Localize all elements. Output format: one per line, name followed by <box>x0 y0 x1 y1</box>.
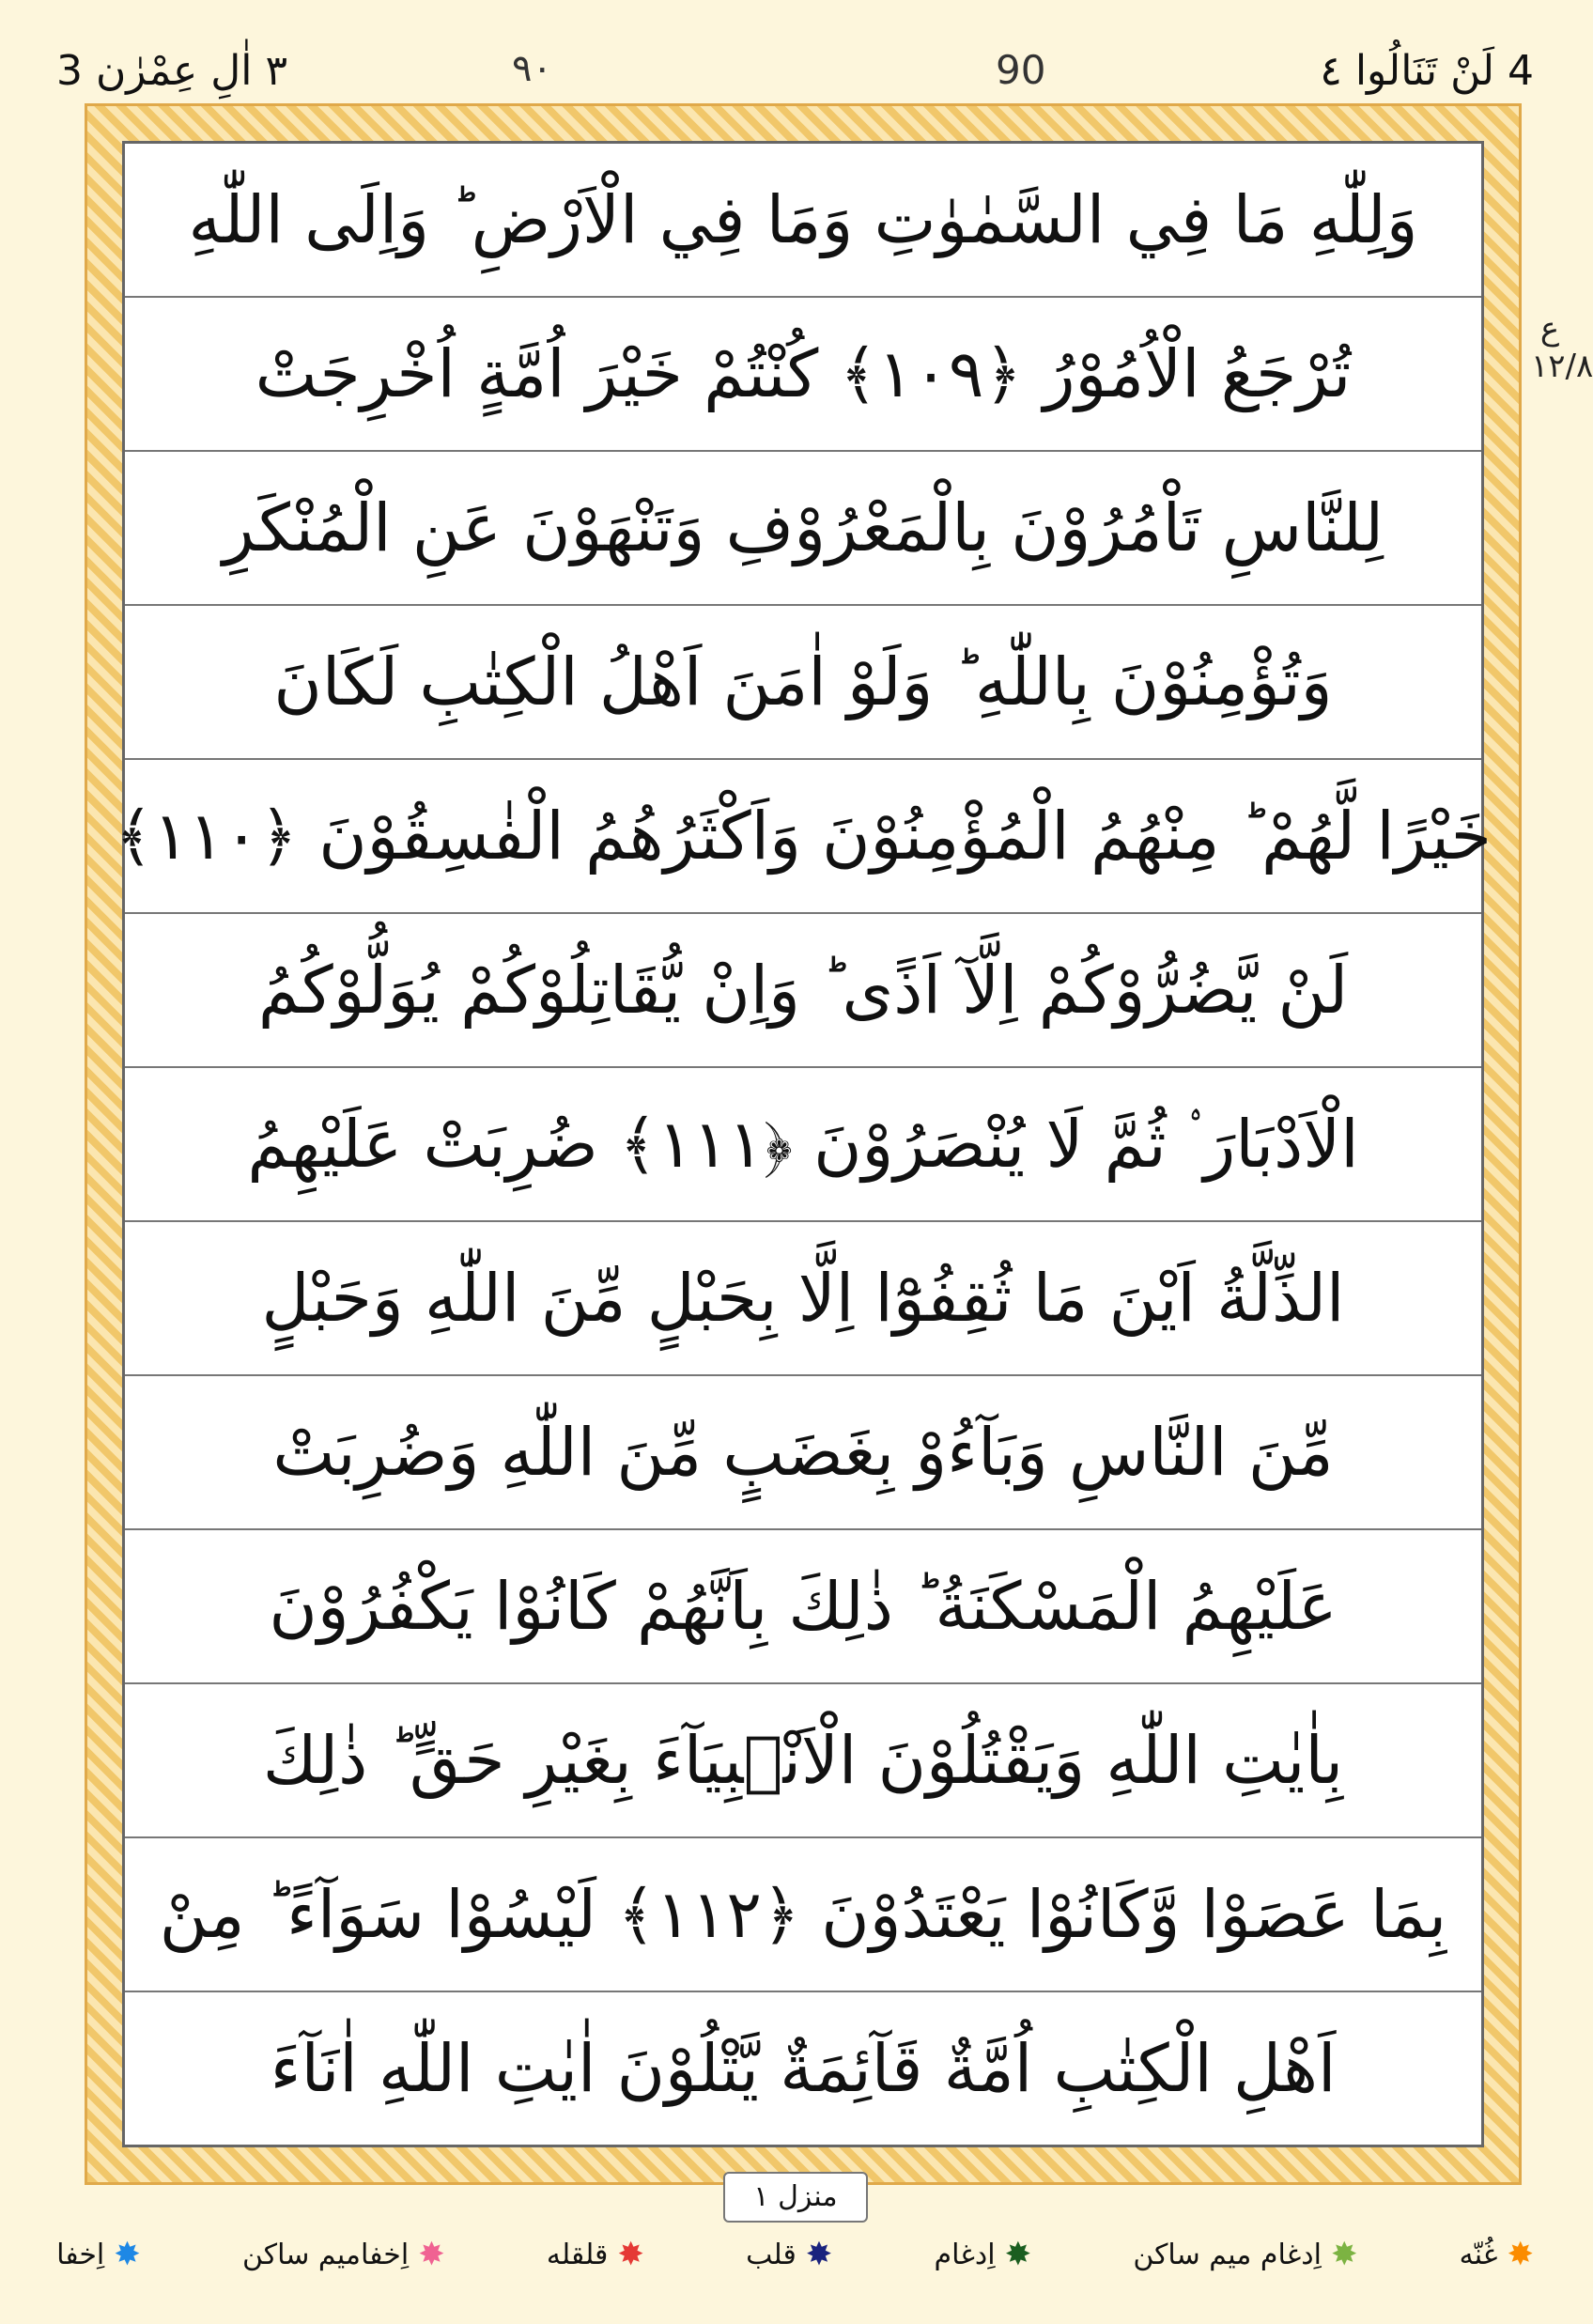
legend-label: غُنّه <box>1459 2238 1498 2271</box>
quran-line-1: وَلِلّٰهِ مَا فِي السَّمٰوٰتِ وَمَا فِي الْاَرْضِ ؕ وَاِلَى اللّٰهِ <box>125 144 1481 298</box>
quran-line-13: اَهْلِ الْكِتٰبِ اُمَّةٌ قَآئِمَةٌ يَّتْلُوْنَ اٰيٰتِ اللّٰهِ اٰنَآءَ <box>270 2030 1337 2107</box>
legend-item <box>56 2236 141 2273</box>
star-icon: ✸ <box>1330 2236 1358 2273</box>
quran-line-2: تُرْجَعُ الْاُمُوْرُ ﴿١٠٩﴾ كُنْتُمْ خَيْرَ اُمَّةٍ اُخْرِجَتْ <box>125 298 1481 452</box>
star-icon: ✸ <box>805 2236 833 2273</box>
quran-line-12: بِمَا عَصَوْا وَّكَانُوْا يَعْتَدُوْنَ ﴿١١٢﴾ لَيْسُوْا سَوَآءً ؕ مِنْ <box>125 1838 1481 1992</box>
legend-item <box>546 2236 644 2273</box>
quran-line-5: خَيْرًا لَّهُمْ ؕ مِنْهُمُ الْمُؤْمِنُوْنَ وَاَكْثَرُهُمُ الْفٰسِقُوْنَ ﴿١١٠﴾ <box>125 760 1481 914</box>
legend-item <box>934 2236 1032 2273</box>
manzil-label: منزل ١ <box>723 2172 868 2223</box>
ruku-marker: ع ١٢/٨ <box>1531 310 1593 385</box>
legend-label: قلب <box>746 2238 796 2271</box>
legend-label: قلقله <box>546 2238 609 2271</box>
star-icon: ✸ <box>1004 2236 1032 2273</box>
star-icon: ✸ <box>617 2236 644 2273</box>
star-icon: ✸ <box>1507 2236 1534 2273</box>
quran-line-4: وَتُؤْمِنُوْنَ بِاللّٰهِ ؕ وَلَوْ اٰمَنَ اَهْلُ الْكِتٰبِ لَكَانَ <box>125 606 1481 760</box>
legend-item <box>241 2236 445 2273</box>
juz-header: 4 لَنْ تَنَالُوا ٤ <box>1320 47 1534 95</box>
legend-item <box>746 2236 833 2273</box>
star-icon: ✸ <box>114 2236 141 2273</box>
page-number: 90 <box>996 47 1046 93</box>
legend-label: اِدغام میم ساکن <box>1133 2238 1322 2271</box>
quran-line-11: بِاٰيٰتِ اللّٰهِ وَيَقْتُلُوْنَ الْاَنْۢبِيَآءَ بِغَيْرِ حَقٍّ ؕ ذٰلِكَ <box>125 1684 1481 1838</box>
quran-line-7: الْاَدْبَارَ ۟ ثُمَّ لَا يُنْصَرُوْنَ ﴿١١١﴾ ضُرِبَتْ عَلَيْهِمُ <box>125 1068 1481 1222</box>
legend-label: اِدغام <box>934 2238 996 2271</box>
surah-header: ٣ اٰلِ عِمْرٰن 3 <box>56 47 288 95</box>
quran-line-6: لَنْ يَّضُرُّوْكُمْ اِلَّآ اَذًى ؕ وَاِنْ يُّقَاتِلُوْكُمْ يُوَلُّوْكُمُ <box>125 914 1481 1068</box>
legend-label: اِخفا <box>56 2238 105 2271</box>
quran-line-10: عَلَيْهِمُ الْمَسْكَنَةُ ؕ ذٰلِكَ بِاَنَّهُمْ كَانُوْا يَكْفُرُوْنَ <box>125 1530 1481 1684</box>
legend-item <box>1133 2236 1358 2273</box>
star-icon: ✸ <box>418 2236 445 2273</box>
quran-line-3: لِلنَّاسِ تَاْمُرُوْنَ بِالْمَعْرُوْفِ وَتَنْهَوْنَ عَنِ الْمُنْكَرِ <box>125 452 1481 606</box>
text-frame <box>115 141 1492 2147</box>
legend-label: اِخفامیم ساکن <box>241 2238 410 2271</box>
page-number-arabic: ٩٠ <box>512 47 552 90</box>
tajweed-legend <box>56 2226 1534 2283</box>
quran-line-9: مِّنَ النَّاسِ وَبَآءُوْ بِغَضَبٍ مِّنَ اللّٰهِ وَضُرِبَتْ <box>125 1376 1481 1530</box>
legend-item <box>1459 2236 1534 2273</box>
quran-line-8: الذِّلَّةُ اَيْنَ مَا ثُقِفُوْٓا اِلَّا بِحَبْلٍ مِّنَ اللّٰهِ وَحَبْلٍ <box>125 1222 1481 1376</box>
